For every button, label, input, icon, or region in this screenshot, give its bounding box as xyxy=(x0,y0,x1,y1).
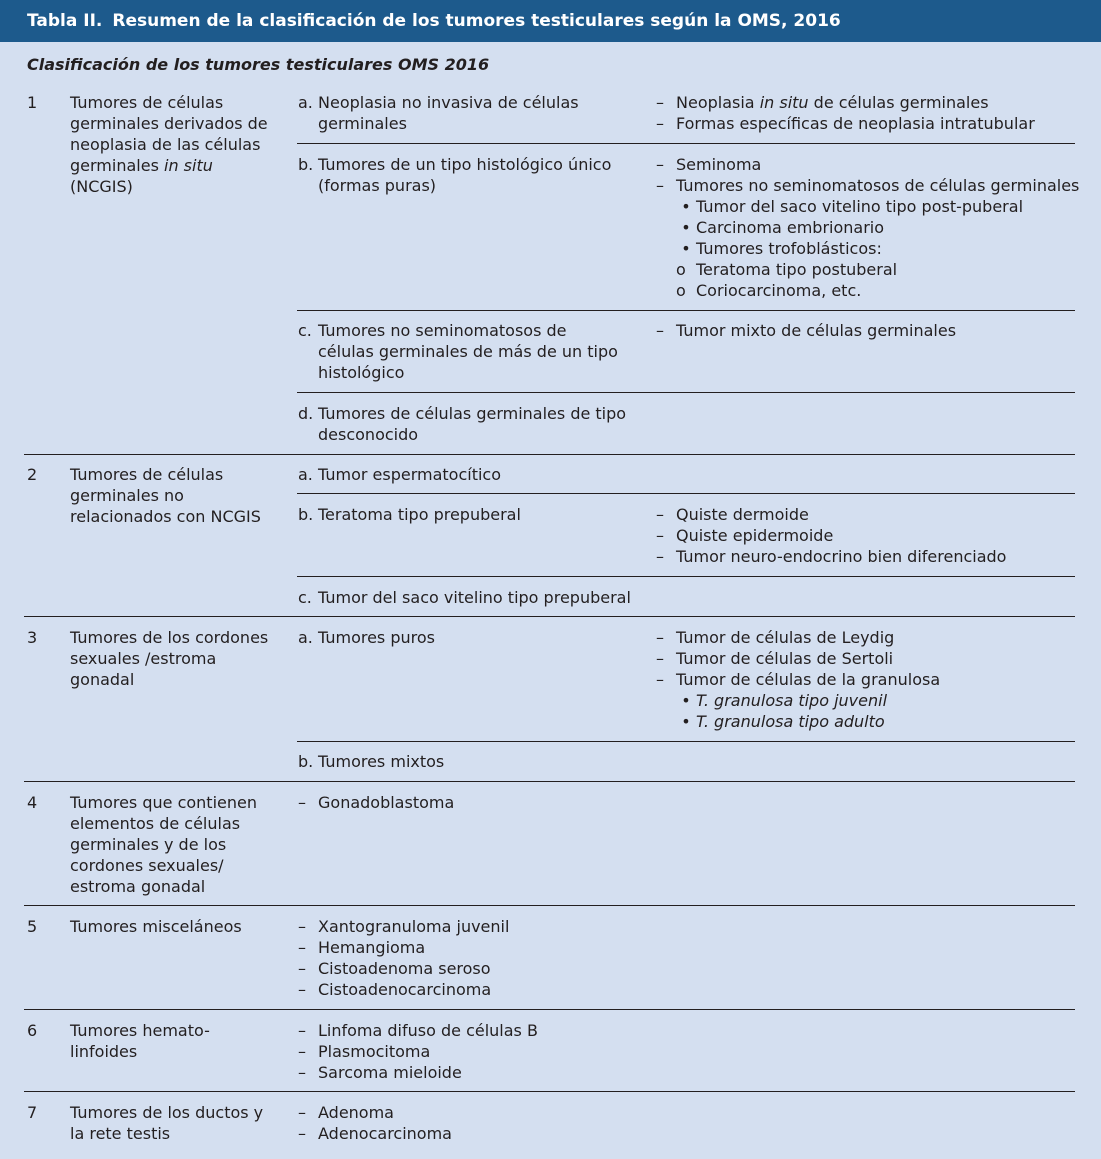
list-item: – Tumor de células de la granulosa xyxy=(656,670,941,689)
subgroup-items xyxy=(656,154,1079,301)
list-item: – Xantogranuloma juvenil xyxy=(298,917,510,936)
list-item: – Plasmocitoma xyxy=(298,1042,431,1061)
table-subtitle: Clasificación de los tumores testiculares OMS 2016 xyxy=(27,55,490,74)
group-name: Tumores misceláneos xyxy=(70,917,242,936)
list-item: – Neoplasia in situ de células germinales xyxy=(656,93,989,112)
subgroup-label: a. Tumores puros xyxy=(298,628,435,647)
subgroup-label: b. Tumores de un tipo histológico único (formas puras) xyxy=(298,155,612,195)
list-item: – Quiste epidermoide xyxy=(656,526,834,545)
list-item: – Gonadoblastoma xyxy=(298,793,455,812)
table-title-bar xyxy=(0,0,1101,42)
divider xyxy=(24,454,1075,455)
list-item: – Adenoma xyxy=(298,1103,394,1122)
group-name: Tumores de células germinales no relacionados con NCGIS xyxy=(70,465,261,526)
list-item: • T. granulosa tipo adulto xyxy=(681,712,885,731)
list-item: – Quiste dermoide xyxy=(656,505,809,524)
list-item: – Tumores no seminomatosos de células germinales xyxy=(656,176,1080,195)
divider xyxy=(297,576,1075,577)
subgroup-label: d. Tumores de células germinales de tipo desconocido xyxy=(298,404,627,444)
group-number: 2 xyxy=(27,465,38,484)
subgroup-label: b. Teratoma tipo prepuberal xyxy=(298,505,521,524)
group-number: 7 xyxy=(27,1103,38,1122)
group-number: 3 xyxy=(27,628,38,647)
divider xyxy=(24,1009,1075,1010)
subgroup-items xyxy=(656,92,1035,134)
group-items xyxy=(298,792,454,813)
subgroup-label: b. Tumores mixtos xyxy=(298,752,445,771)
list-item: o Coriocarcinoma, etc. xyxy=(676,281,862,300)
group-number: 1 xyxy=(27,93,38,112)
list-item: • Tumor del saco vitelino tipo post-puberal xyxy=(681,197,1024,216)
list-item: – Linfoma difuso de células B xyxy=(298,1021,538,1040)
divider xyxy=(297,493,1075,494)
list-item: – Tumor neuro-endocrino bien diferenciado xyxy=(656,547,1007,566)
list-item: – Sarcoma mieloide xyxy=(298,1063,462,1082)
list-item: – Tumor mixto de células germinales xyxy=(656,321,957,340)
list-item: – Formas específicas de neoplasia intratubular xyxy=(656,114,1035,133)
list-item: • T. granulosa tipo juvenil xyxy=(681,691,888,710)
subgroup-items xyxy=(656,320,956,341)
list-item: • Carcinoma embrionario xyxy=(681,218,885,237)
list-item: • Tumores trofoblásticos: xyxy=(681,239,882,258)
divider xyxy=(24,1091,1075,1092)
subgroup-label: a. Tumor espermatocítico xyxy=(298,465,501,484)
group-name: Tumores de los cordones sexuales /estroma gonadal xyxy=(70,628,269,689)
group-number: 4 xyxy=(27,793,38,812)
divider xyxy=(24,781,1075,782)
group-items xyxy=(298,916,509,1000)
divider xyxy=(297,392,1075,393)
group-name: Tumores que contienen elementos de células germinales y de los cordones sexuales/ estroma gonadal xyxy=(70,793,257,896)
subgroup-items xyxy=(656,504,1006,567)
subgroup-items xyxy=(656,627,940,732)
group-number: 5 xyxy=(27,917,38,936)
subgroup-label: c. Tumor del saco vitelino tipo prepuberal xyxy=(298,588,631,607)
list-item: o Teratoma tipo postuberal xyxy=(676,260,898,279)
divider xyxy=(297,741,1075,742)
group-name: Tumores hemato- linfoides xyxy=(70,1021,210,1061)
list-item: – Cistoadenocarcinoma xyxy=(298,980,492,999)
list-item: – Tumor de células de Sertoli xyxy=(656,649,894,668)
group-items xyxy=(298,1102,452,1144)
divider xyxy=(24,616,1075,617)
divider xyxy=(24,905,1075,906)
group-number: 6 xyxy=(27,1021,38,1040)
group-items xyxy=(298,1020,538,1083)
divider xyxy=(297,143,1075,144)
list-item: – Cistoadenoma seroso xyxy=(298,959,491,978)
table-title: Resumen de la clasificación de los tumores testiculares según la OMS, 2016 xyxy=(112,11,841,31)
list-item: – Adenocarcinoma xyxy=(298,1124,452,1143)
group-name: Tumores de los ductos y la rete testis xyxy=(70,1103,264,1143)
group-name: Tumores de células germinales derivados de neoplasia de las células germinales in situ (NCGIS) xyxy=(70,93,268,196)
subgroup-label: c. Tumores no seminomatosos de células germinales de más de un tipo histológico xyxy=(298,321,618,382)
table-label: Tabla II. xyxy=(27,11,103,31)
divider xyxy=(297,310,1075,311)
subgroup-label: a. Neoplasia no invasiva de células germinales xyxy=(298,93,579,133)
list-item: – Hemangioma xyxy=(298,938,426,957)
list-item: – Seminoma xyxy=(656,155,762,174)
list-item: – Tumor de células de Leydig xyxy=(656,628,895,647)
